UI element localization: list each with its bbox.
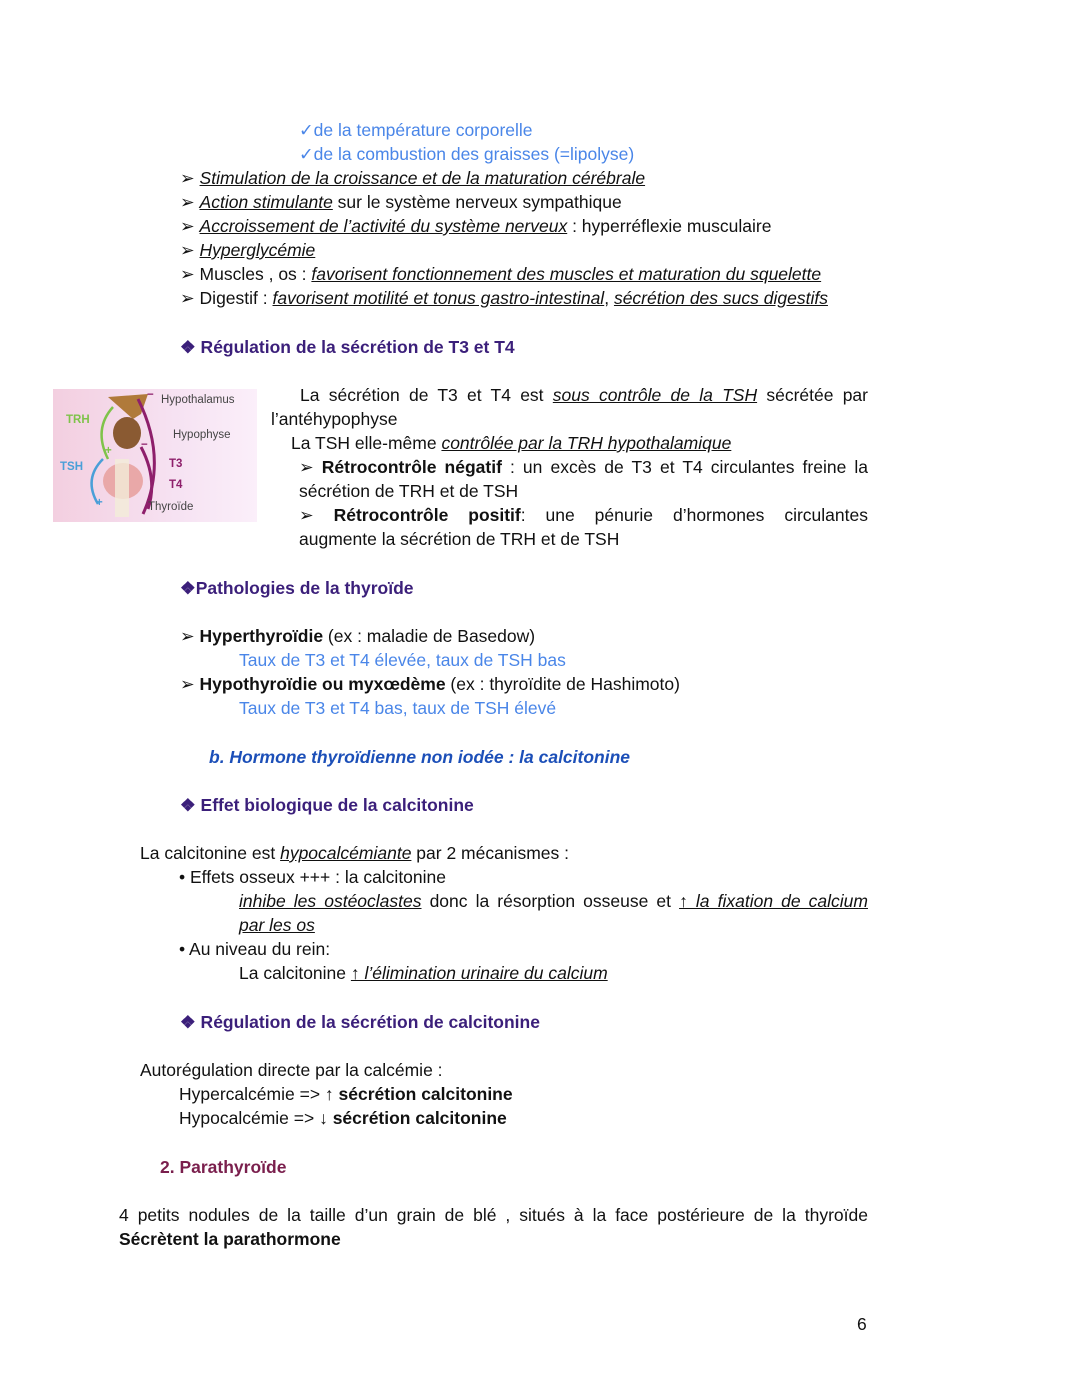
paragraph-line: par les os: [239, 915, 315, 935]
effect-item: ➢ Digestif : favorisent motilité et tonus gastro-intestinal, sécrétion des sucs digestifs: [180, 288, 828, 308]
effect-item: ➢ Accroissement de l’activité du système nerveux : hyperréflexie musculaire: [180, 216, 772, 236]
trachea-shape: [115, 459, 129, 517]
pathology-detail: Taux de T3 et T4 bas, taux de TSH élevé: [239, 698, 557, 718]
check-item: ✓de la combustion des graisses (=lipolyse): [299, 144, 635, 164]
subsection-heading: b. Hormone thyroïdienne non iodée : la calcitonine: [209, 747, 631, 767]
paragraph-line: Sécrètent la parathormone: [119, 1229, 341, 1249]
tsh-label: TSH: [60, 461, 83, 473]
paragraph-line: La calcitonine est hypocalcémiante par 2 mécanismes :: [140, 843, 569, 863]
paragraph-line: sécrétion de TRH et de TSH: [299, 481, 519, 501]
paragraph-line: inhibe les ostéoclastes donc la résorption osseuse et ↑ la fixation de calcium: [239, 891, 868, 911]
section-heading: 2. Parathyroïde: [160, 1157, 287, 1177]
paragraph-line: l’antéhypophyse: [271, 409, 398, 429]
pituitary-shape: [113, 417, 141, 449]
paragraph-line: 4 petits nodules de la taille d’un grain de blé , situés à la face postérieure de la thyroïde: [119, 1205, 868, 1225]
paragraph-line: Autorégulation directe par la calcémie :: [140, 1060, 443, 1080]
section-heading: ❖ Régulation de la sécrétion de calcitonine: [180, 1012, 540, 1032]
effect-item: ➢ Hyperglycémie: [180, 240, 316, 260]
check-item: ✓de la température corporelle: [299, 120, 533, 140]
plus-sign: +: [96, 497, 103, 509]
bullet-item: • Effets osseux +++ : la calcitonine: [179, 867, 447, 887]
paragraph-line: Hypercalcémie => ↑ sécrétion calcitonine: [179, 1084, 513, 1104]
thyroid-axis-diagram: [53, 389, 257, 522]
section-heading: ❖ Effet biologique de la calcitonine: [180, 795, 474, 815]
page-number: 6: [857, 1314, 867, 1334]
paragraph-line: La TSH elle-même contrôlée par la TRH hypothalamique: [291, 433, 732, 453]
t4-label: T4: [169, 479, 183, 491]
pathology-item: ➢ Hypothyroïdie ou myxœdème (ex : thyroïdite de Hashimoto): [180, 674, 680, 694]
t3-label: T3: [169, 458, 183, 470]
effect-item: ➢ Action stimulante sur le système nerveux sympathique: [180, 192, 622, 212]
feedback-negative: ➢ Rétrocontrôle négatif : un excès de T3 et T4 circulantes freine la: [299, 457, 868, 477]
paragraph-line: augmente la sécrétion de TRH et de TSH: [299, 529, 620, 549]
section-heading: ❖ Régulation de la sécrétion de T3 et T4: [180, 337, 515, 357]
thyroide-label: Thyroïde: [148, 501, 194, 513]
minus-sign: −: [141, 439, 148, 451]
plus-sign: +: [105, 445, 112, 457]
trh-label: TRH: [66, 414, 90, 426]
effect-item: ➢ Muscles , os : favorisent fonctionnement des muscles et maturation du squelette: [180, 264, 822, 284]
hypothalamus-label: Hypothalamus: [161, 394, 235, 406]
paragraph-line: La calcitonine ↑ l’élimination urinaire du calcium: [239, 963, 608, 983]
pathology-item: ➢ Hyperthyroïdie (ex : maladie de Basedow): [180, 626, 536, 646]
section-heading: ❖Pathologies de la thyroïde: [180, 578, 414, 598]
hypophyse-label: Hypophyse: [173, 429, 231, 441]
minus-sign: −: [147, 389, 154, 401]
effect-item: ➢ Stimulation de la croissance et de la maturation cérébrale: [180, 168, 646, 188]
paragraph-line: La sécrétion de T3 et T4 est sous contrôle de la TSH sécrétée par: [300, 385, 868, 405]
bullet-item: • Au niveau du rein:: [179, 939, 331, 959]
feedback-positive: ➢ Rétrocontrôle positif: une pénurie d’hormones circulantes: [299, 505, 868, 525]
paragraph-line: Hypocalcémie => ↓ sécrétion calcitonine: [179, 1108, 507, 1128]
pathology-detail: Taux de T3 et T4 élevée, taux de TSH bas: [239, 650, 566, 670]
